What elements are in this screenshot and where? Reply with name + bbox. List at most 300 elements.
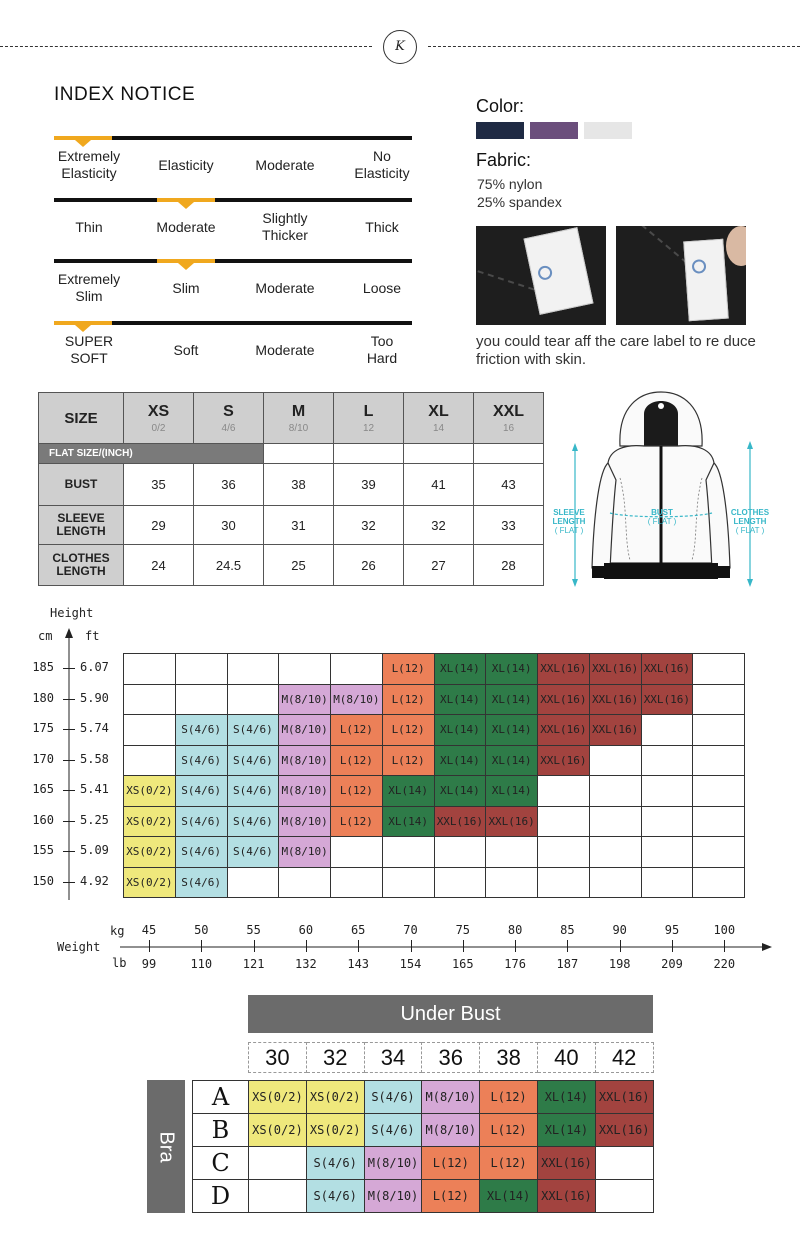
- scale-label: Thick: [365, 219, 399, 235]
- size-recommendation: M(8/10): [365, 1147, 422, 1179]
- size-recommendation: M(8/10): [279, 746, 330, 776]
- size-recommendation: L(12): [383, 715, 434, 745]
- kg-label: kg: [110, 924, 125, 938]
- size-recommendation: L(12): [480, 1114, 537, 1146]
- size-number: 14: [432, 422, 445, 434]
- height-tick: [63, 882, 75, 883]
- table-cell: 26: [334, 545, 404, 586]
- grid-cell: [227, 745, 279, 776]
- bra-cell: [364, 1114, 422, 1147]
- size-col-xs: [124, 393, 194, 444]
- grid-cell: [434, 837, 486, 868]
- scale-indicator: [157, 198, 215, 202]
- grid-row: [124, 715, 745, 746]
- weight-kg-label: 50: [194, 923, 209, 937]
- weight-lb-label: 110: [190, 957, 213, 971]
- color-label: Color:: [476, 96, 525, 116]
- height-ft-label: 6.07: [80, 660, 109, 675]
- grid-cell: [331, 837, 383, 868]
- table-cell: 31: [264, 506, 334, 545]
- size-col-l: [334, 393, 404, 444]
- grid-cell: [227, 806, 279, 837]
- bra-cell: [537, 1114, 595, 1147]
- bra-side-label: [147, 1080, 185, 1213]
- size-col-m: [264, 393, 334, 444]
- size-recommendation: L(12): [331, 776, 382, 806]
- size-recommendation: L(12): [422, 1147, 479, 1179]
- table-cell: 38: [264, 464, 334, 506]
- care-label-photo-2: [616, 226, 746, 325]
- height-tick: [63, 760, 75, 761]
- grid-cell: [227, 867, 279, 898]
- grid-cell: [382, 867, 434, 898]
- grid-cell: [331, 654, 383, 685]
- size-recommendation: S(4/6): [365, 1081, 422, 1113]
- size-recommendation: S(4/6): [307, 1180, 364, 1212]
- scale-label: Elasticity: [158, 157, 214, 173]
- size-recommendation: S(4/6): [176, 746, 227, 776]
- grid-cell: [124, 654, 176, 685]
- size-name: XXL: [492, 402, 525, 420]
- header-divider-left: [0, 46, 372, 47]
- grid-cell: [538, 776, 590, 807]
- scale-label: Thin: [75, 219, 103, 235]
- bra-cell: [537, 1081, 595, 1114]
- sleeve-label-text: SLEEVE LENGTH: [552, 508, 586, 526]
- weight-tick: [201, 940, 202, 952]
- size-recommendation: XL(14): [538, 1114, 595, 1146]
- grid-cell: [641, 837, 693, 868]
- color-swatch-purple[interactable]: [530, 122, 578, 139]
- grid-cell: [382, 806, 434, 837]
- weight-tick: [515, 940, 516, 952]
- grid-cell: [589, 684, 641, 715]
- size-number: 8/10: [288, 422, 309, 434]
- bra-cell: [595, 1147, 653, 1180]
- scale-indicator: [157, 259, 215, 263]
- size-recommendation: XL(14): [383, 807, 434, 837]
- grid-cell: [486, 654, 538, 685]
- bust-label: [640, 508, 684, 526]
- size-recommendation: XL(14): [486, 654, 537, 684]
- bra-row: [193, 1114, 654, 1147]
- size-recommendation: S(4/6): [176, 837, 227, 867]
- grid-cell: [693, 867, 745, 898]
- bra-cell: [422, 1147, 480, 1180]
- grid-cell: [589, 745, 641, 776]
- weight-kg-label: 95: [664, 923, 680, 937]
- weight-tick: [411, 940, 412, 952]
- height-tick: [63, 729, 75, 730]
- size-recommendation: XS(0/2): [307, 1081, 364, 1113]
- height-ft-label: 5.90: [80, 690, 109, 705]
- grid-cell: [589, 776, 641, 807]
- fabric-line: 75% nylon: [477, 176, 543, 192]
- band-size: 42: [595, 1043, 653, 1073]
- grid-cell: [538, 684, 590, 715]
- grid-cell: [486, 806, 538, 837]
- size-recommendation: XL(14): [435, 715, 486, 745]
- grid-cell: [227, 715, 279, 746]
- scale-label: Moderate: [255, 280, 315, 296]
- grid-cell: [124, 776, 176, 807]
- bra-cell: [480, 1081, 538, 1114]
- table-cell: 33: [474, 506, 544, 545]
- jacket-illustration: [548, 388, 800, 588]
- weight-kg-label: 70: [403, 923, 418, 937]
- size-recommendation: S(4/6): [176, 807, 227, 837]
- grid-cell: [538, 715, 590, 746]
- bra-cell: [595, 1081, 653, 1114]
- size-recommendation: XL(14): [486, 776, 537, 806]
- size-recommendation: XXL(16): [538, 715, 589, 745]
- grid-cell: [538, 806, 590, 837]
- bra-cell: [306, 1180, 364, 1213]
- grid-cell: [641, 715, 693, 746]
- size-recommendation: XXL(16): [642, 685, 693, 715]
- scale-label: Moderate: [255, 157, 315, 173]
- grid-row: [124, 776, 745, 807]
- grid-cell: [589, 837, 641, 868]
- height-ft-label: 5.58: [80, 751, 109, 766]
- grid-cell: [486, 715, 538, 746]
- size-recommendation: S(4/6): [176, 776, 227, 806]
- bra-row: [193, 1180, 654, 1213]
- bra-cell: [537, 1147, 595, 1180]
- height-ft-label: 5.74: [80, 721, 109, 736]
- size-recommendation: XS(0/2): [307, 1114, 364, 1146]
- grid-cell: [486, 837, 538, 868]
- size-recommendation: XXL(16): [590, 715, 641, 745]
- size-recommendation: XXL(16): [590, 654, 641, 684]
- table-cell: 41: [404, 464, 474, 506]
- table-cell: 24: [124, 545, 194, 586]
- size-recommendation: XXL(16): [642, 654, 693, 684]
- care-label-note: you could tear aff the care label to re duce friction with skin.: [476, 333, 756, 368]
- size-recommendation: XL(14): [486, 685, 537, 715]
- row-label-clothes: CLOTHES LENGTH: [39, 545, 124, 586]
- grid-cell: [434, 684, 486, 715]
- weight-lb-label: 165: [451, 957, 474, 971]
- size-col-xxl: [474, 393, 544, 444]
- weight-tick: [306, 940, 307, 952]
- cup-size: D: [193, 1180, 249, 1213]
- grid-cell: [434, 745, 486, 776]
- grid-cell: [279, 715, 331, 746]
- size-recommendation: XL(14): [435, 654, 486, 684]
- height-tick: [63, 790, 75, 791]
- weight-kg-label: 55: [246, 923, 261, 937]
- bra-cell: [364, 1081, 422, 1114]
- size-recommendation: XL(14): [435, 746, 486, 776]
- ft-label: ft: [85, 629, 100, 643]
- grid-cell: [175, 654, 227, 685]
- size-number: 4/6: [221, 422, 236, 434]
- size-recommendation: L(12): [331, 715, 382, 745]
- size-recommendation: XXL(16): [596, 1081, 653, 1113]
- weight-axis: [120, 940, 772, 954]
- weight-lb-label: 132: [295, 957, 317, 971]
- grid-row: [124, 745, 745, 776]
- fabric-composition: [477, 175, 562, 211]
- grid-cell: [124, 745, 176, 776]
- size-recommendation: XL(14): [538, 1081, 595, 1113]
- bra-row: [193, 1081, 654, 1114]
- height-tick: [63, 668, 75, 669]
- scale-label: Too Hard: [366, 333, 398, 366]
- size-recommendation: XS(0/2): [124, 868, 175, 898]
- size-recommendation: XXL(16): [486, 807, 537, 837]
- grid-row: [124, 806, 745, 837]
- scale-label: Extremely Elasticity: [57, 148, 121, 181]
- size-name: XL: [428, 402, 449, 420]
- grid-cell: [382, 837, 434, 868]
- grid-cell: [641, 745, 693, 776]
- scale-label: Extremely Slim: [57, 271, 121, 304]
- size-recommendation: S(4/6): [307, 1147, 364, 1179]
- weight-tick: [149, 940, 150, 952]
- height-cm-label: 175: [32, 721, 54, 736]
- sleeve-label-sub: ( FLAT ): [554, 526, 584, 535]
- grid-cell: [331, 867, 383, 898]
- bra-cell: [306, 1081, 364, 1114]
- size-recommendation: XXL(16): [538, 1147, 595, 1179]
- grid-cell: [641, 684, 693, 715]
- size-recommendation: M(8/10): [331, 685, 382, 715]
- size-recommendation: XL(14): [383, 776, 434, 806]
- grid-cell: [538, 745, 590, 776]
- size-recommendation: L(12): [383, 685, 434, 715]
- table-cell: 35: [124, 464, 194, 506]
- cup-size: B: [193, 1114, 249, 1147]
- size-number: 16: [502, 422, 515, 434]
- grid-cell: [175, 745, 227, 776]
- size-recommendation: XXL(16): [435, 807, 486, 837]
- bra-cell: [595, 1114, 653, 1147]
- grid-cell: [227, 837, 279, 868]
- grid-cell: [589, 654, 641, 685]
- grid-cell: [486, 684, 538, 715]
- grid-cell: [175, 715, 227, 746]
- grid-row: [124, 684, 745, 715]
- size-name: S: [223, 402, 234, 420]
- size-recommendation: XS(0/2): [124, 807, 175, 837]
- weight-kg-label: 45: [141, 923, 157, 937]
- table-cell: 39: [334, 464, 404, 506]
- grid-cell: [434, 654, 486, 685]
- size-number: 12: [362, 422, 375, 434]
- row-label-bust: BUST: [39, 464, 124, 506]
- clothes-length-label: [724, 508, 776, 535]
- weight-lb-label: 176: [504, 957, 526, 971]
- scale-label: Moderate: [156, 219, 216, 235]
- weight-axis-label: Weight: [57, 940, 101, 954]
- under-bust-title: Under Bust: [248, 995, 653, 1033]
- bra-cell: [480, 1180, 538, 1213]
- size-table: [38, 392, 544, 586]
- grid-cell: [279, 654, 331, 685]
- scale-label: Slightly Thicker: [262, 210, 308, 243]
- grid-cell: [486, 745, 538, 776]
- size-recommendation: L(12): [480, 1081, 537, 1113]
- grid-cell: [538, 867, 590, 898]
- grid-cell: [693, 715, 745, 746]
- sleeve-length-label: [546, 508, 592, 535]
- height-cm-label: 150: [32, 873, 54, 888]
- lb-label: lb: [112, 956, 127, 970]
- size-recommendation: L(12): [383, 654, 434, 684]
- weight-kg-label: 85: [560, 923, 575, 937]
- height-axis-label: Height: [50, 606, 94, 620]
- size-recommendation: M(8/10): [279, 776, 330, 806]
- size-recommendation: XXL(16): [538, 654, 589, 684]
- grid-cell: [589, 715, 641, 746]
- height-cm-label: 165: [32, 782, 54, 797]
- grid-cell: [227, 684, 279, 715]
- bra-cell: [364, 1180, 422, 1213]
- brand-logo: K: [383, 30, 417, 64]
- grid-cell: [175, 776, 227, 807]
- weight-lb-label: 198: [608, 957, 631, 971]
- grid-cell: [227, 776, 279, 807]
- scale-label: SUPER SOFT: [64, 333, 114, 366]
- grid-cell: [331, 776, 383, 807]
- band-size: 34: [364, 1043, 422, 1073]
- size-recommendation: XL(14): [480, 1180, 537, 1212]
- height-cm-label: 180: [32, 690, 54, 705]
- height-ft-label: 5.09: [80, 843, 109, 858]
- table-cell: 32: [334, 506, 404, 545]
- bra-cell: [364, 1147, 422, 1180]
- grid-cell: [124, 715, 176, 746]
- scale-bar: [54, 259, 412, 263]
- bra-cell: [480, 1147, 538, 1180]
- bra-cell: [422, 1081, 480, 1114]
- bra-cell: [480, 1114, 538, 1147]
- bra-cell: [306, 1147, 364, 1180]
- height-ft-label: 5.41: [80, 782, 109, 797]
- weight-tick: [620, 940, 621, 952]
- size-recommendation: L(12): [383, 746, 434, 776]
- grid-cell: [641, 776, 693, 807]
- weight-lb-label: 99: [141, 957, 157, 971]
- grid-cell: [331, 684, 383, 715]
- grid-cell: [227, 654, 279, 685]
- size-recommendation: S(4/6): [228, 746, 279, 776]
- size-recommendation: M(8/10): [365, 1180, 422, 1212]
- size-recommendation: L(12): [331, 807, 382, 837]
- table-cell: 32: [404, 506, 474, 545]
- size-name: XS: [147, 402, 170, 420]
- size-recommendation: M(8/10): [422, 1081, 479, 1113]
- grid-row: [124, 837, 745, 868]
- fabric-label: Fabric:: [476, 150, 532, 170]
- size-col-s: [194, 393, 264, 444]
- grid-cell: [434, 806, 486, 837]
- grid-cell: [175, 684, 227, 715]
- grid-cell: [382, 745, 434, 776]
- grid-cell: [693, 654, 745, 685]
- weight-lb-label: 154: [399, 957, 422, 971]
- grid-cell: [175, 806, 227, 837]
- grid-cell: [279, 745, 331, 776]
- clothes-label-text: CLOTHES LENGTH: [730, 508, 770, 526]
- bra-label: Bra: [155, 1130, 178, 1163]
- size-recommendation: XS(0/2): [124, 776, 175, 806]
- grid-cell: [279, 837, 331, 868]
- height-cm-label: 160: [32, 812, 54, 827]
- height-cm-label: 170: [32, 751, 54, 766]
- weight-tick: [358, 940, 359, 952]
- weight-tick: [254, 940, 255, 952]
- size-recommendation: M(8/10): [279, 837, 330, 867]
- color-swatch-light-grey[interactable]: [584, 122, 632, 139]
- weight-lb-label: 209: [661, 957, 683, 971]
- cup-size: A: [193, 1081, 249, 1114]
- weight-lb-label: 187: [556, 957, 579, 971]
- size-recommendation: XXL(16): [590, 685, 641, 715]
- weight-kg-label: 90: [612, 923, 627, 937]
- table-cell: 43: [474, 464, 544, 506]
- grid-cell: [279, 867, 331, 898]
- size-recommendation: L(12): [480, 1147, 537, 1179]
- flat-size-label: FLAT SIZE/(INCH): [39, 444, 264, 464]
- size-recommendation: S(4/6): [228, 776, 279, 806]
- size-name: L: [363, 402, 374, 420]
- size-recommendation: M(8/10): [279, 715, 330, 745]
- table-cell: 30: [194, 506, 264, 545]
- grid-cell: [434, 715, 486, 746]
- grid-cell: [486, 867, 538, 898]
- grid-cell: [279, 776, 331, 807]
- size-recommendation: XXL(16): [538, 1180, 595, 1212]
- cm-label: cm: [38, 629, 53, 643]
- size-recommendation: XXL(16): [596, 1114, 653, 1146]
- height-tick: [63, 699, 75, 700]
- grid-cell: [538, 837, 590, 868]
- bust-label-sub: ( FLAT ): [647, 517, 677, 526]
- size-recommendation: XXL(16): [538, 685, 589, 715]
- size-name: M: [291, 402, 306, 420]
- band-size: 30: [249, 1043, 307, 1073]
- grid-cell: [693, 776, 745, 807]
- table-cell: 24.5: [194, 545, 264, 586]
- height-ft-label: 4.92: [80, 873, 109, 888]
- bust-label-text: BUST: [651, 508, 673, 517]
- bra-row: [193, 1147, 654, 1180]
- bra-cell: [249, 1147, 307, 1180]
- size-recommendation: XL(14): [486, 746, 537, 776]
- grid-cell: [693, 745, 745, 776]
- grid-cell: [589, 806, 641, 837]
- grid-cell: [124, 684, 176, 715]
- height-tick: [63, 851, 75, 852]
- bra-size-grid: [192, 1080, 654, 1213]
- grid-cell: [538, 654, 590, 685]
- weight-lb-label: 121: [242, 957, 265, 971]
- scale-label: Loose: [362, 280, 402, 296]
- weight-tick: [672, 940, 673, 952]
- bra-cell: [422, 1180, 480, 1213]
- scale-indicator: [54, 136, 112, 140]
- band-size: 32: [306, 1043, 364, 1073]
- size-recommendation: XS(0/2): [249, 1081, 306, 1113]
- color-swatch-navy[interactable]: [476, 122, 524, 139]
- weight-kg-label: 65: [350, 923, 366, 937]
- grid-cell: [641, 806, 693, 837]
- scale-label: No Elasticity: [354, 148, 410, 181]
- size-recommendation: XS(0/2): [124, 837, 175, 867]
